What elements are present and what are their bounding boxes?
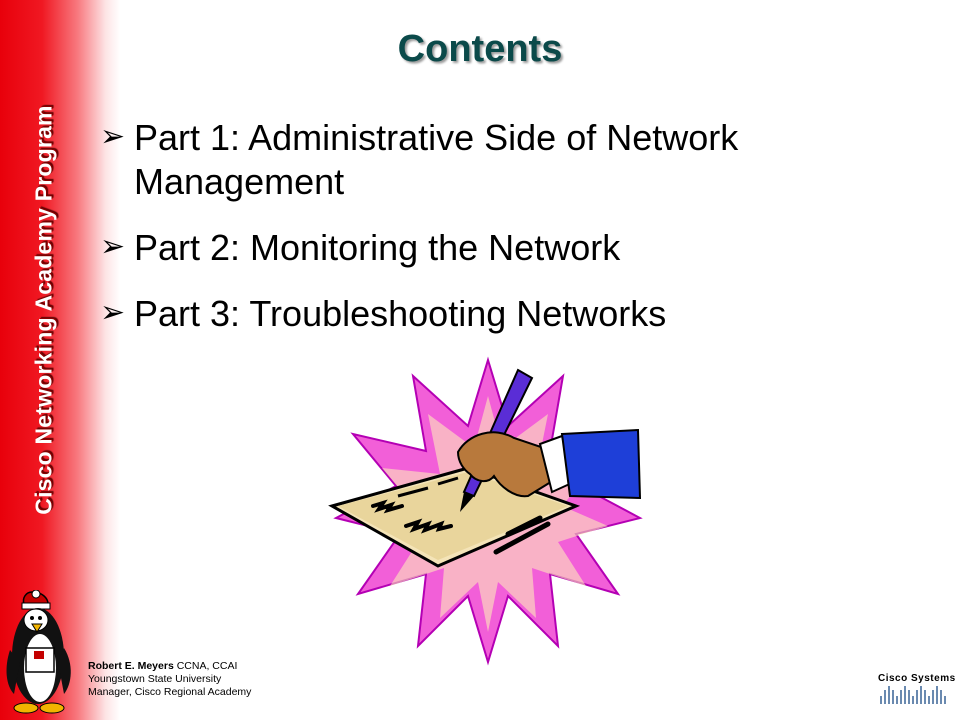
slide-title: Contents [397, 28, 563, 70]
author-line-1 [88, 660, 251, 673]
author-credentials: CCNA, CCAI [173, 660, 238, 672]
arrow-bullet-icon: ➢ [100, 119, 126, 154]
bullet-item [100, 226, 900, 270]
penguin-mascot-icon [2, 590, 80, 716]
vertical-program-title: Cisco Networking Academy Program [30, 105, 57, 515]
hand-signing-document-icon [318, 356, 648, 666]
arrow-bullet-icon: ➢ [100, 295, 126, 330]
bullet-item [100, 116, 900, 204]
author-name: Robert E. Meyers [88, 660, 174, 672]
bullet-text: Part 3: Troubleshooting Networks [134, 293, 667, 334]
bullet-text: Part 2: Monitoring the Network [134, 227, 621, 268]
author-line-2: Youngstown State University [88, 673, 222, 685]
cisco-systems-logo [876, 668, 956, 716]
arrow-bullet-icon: ➢ [100, 229, 126, 264]
logo-text: Cisco Systems [878, 673, 956, 684]
author-line-3: Manager, Cisco Regional Academy [88, 686, 252, 698]
bullet-list [100, 116, 900, 358]
bullet-text: Part 1: Administrative Side of Network Management [134, 117, 739, 202]
bullet-item [100, 292, 900, 336]
author-block [88, 660, 251, 699]
logo-bars [880, 686, 946, 704]
